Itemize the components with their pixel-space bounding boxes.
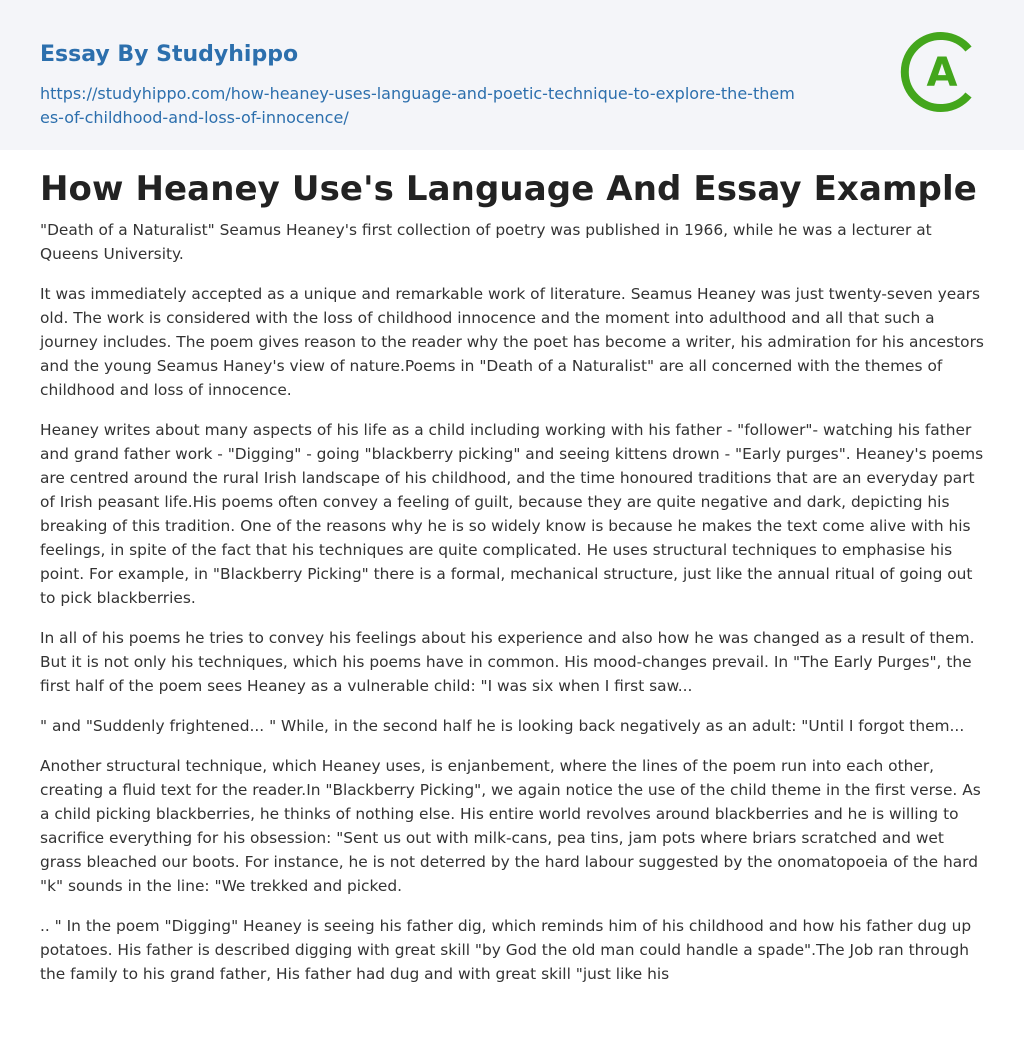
article-paragraph: .. " In the poem "Digging" Heaney is seeing his father dig, which reminds him of his childhood and how his father dug up potatoes. His father is described digging with great skill "by God the old man could handle a spade".The Job ran through the family to his grand father, His father had dug and with great skill "just like his xyxy=(40,917,972,983)
article-title: How Heaney Use's Language And Essay Example xyxy=(40,169,977,209)
article-paragraph: "Death of a Naturalist" Seamus Heaney's first collection of poetry was published in 1966, while he was a lecturer at Queens University. xyxy=(40,221,932,263)
brand-title[interactable]: Essay By Studyhippo xyxy=(40,42,299,67)
studyhippo-logo-icon[interactable] xyxy=(898,28,986,116)
article-paragraph: Another structural technique, which Heaney uses, is enjanbement, where the lines of the poem run into each other, creating a fluid text for the reader.In "Blackberry Picking", we again notice the use of the child theme in the first verse. As a child picking blackberries, he thinks of nothing else. His entire world revolves around blackberries and he is willing to sacrifice everything for his obsession: "Sent us out with milk-cans, pea tins, jam pots where briars scratched and wet grass bleached our boots. For instance, he is not deterred by the hard labour suggested by the onomatopoeia of the hard "k" sounds in the line: "We trekked and picked. xyxy=(40,757,981,895)
page-header xyxy=(0,0,1024,150)
article-paragraph: " and "Suddenly frightened... " While, in the second half he is looking back negatively as an adult: "Until I forgot them... xyxy=(40,717,965,735)
article xyxy=(0,150,1024,986)
source-url-link[interactable]: https://studyhippo.com/how-heaney-uses-language-and-poetic-technique-to-explore-the-themes-of-childhood-and-loss-of-innocence/ xyxy=(40,84,795,127)
article-paragraph: Heaney writes about many aspects of his life as a child including working with his father - "follower"- watching his father and grand father work - "Digging" - going "blackberry picking" and seeing kittens drown - "Early purges". Heaney's poems are centred around the rural Irish landscape of his childhood, and the time honoured traditions that are an everyday part of Irish peasant life.His poems often convey a feeling of guilt, because they are quite negative and dark, depicting his breaking of this tradition. One of the reasons why he is so widely know is because he makes the text come alive with his feelings, in spite of the fact that his techniques are quite complicated. He uses structural techniques to emphasise his point. For example, in "Blackberry Picking" there is a formal, mechanical structure, just like the annual ritual of going out to pick blackberries. xyxy=(40,421,984,607)
article-paragraph: It was immediately accepted as a unique and remarkable work of literature. Seamus Heaney was just twenty-seven years old. The work is considered with the loss of childhood innocence and the moment into adulthood and all that such a journey includes. The poem gives reason to the reader why the poet has become a writer, his admiration for his ancestors and the young Seamus Haney's view of nature.Poems in "Death of a Naturalist" are all concerned with the themes of childhood and loss of innocence. xyxy=(40,285,984,399)
logo-letter: A xyxy=(926,50,958,96)
article-paragraph: In all of his poems he tries to convey his feelings about his experience and also how he was changed as a result of them. But it is not only his techniques, which his poems have in common. His mood-changes prevail. In "The Early Purges", the first half of the poem sees Heaney as a vulnerable child: "I was six when I first saw... xyxy=(40,629,975,695)
